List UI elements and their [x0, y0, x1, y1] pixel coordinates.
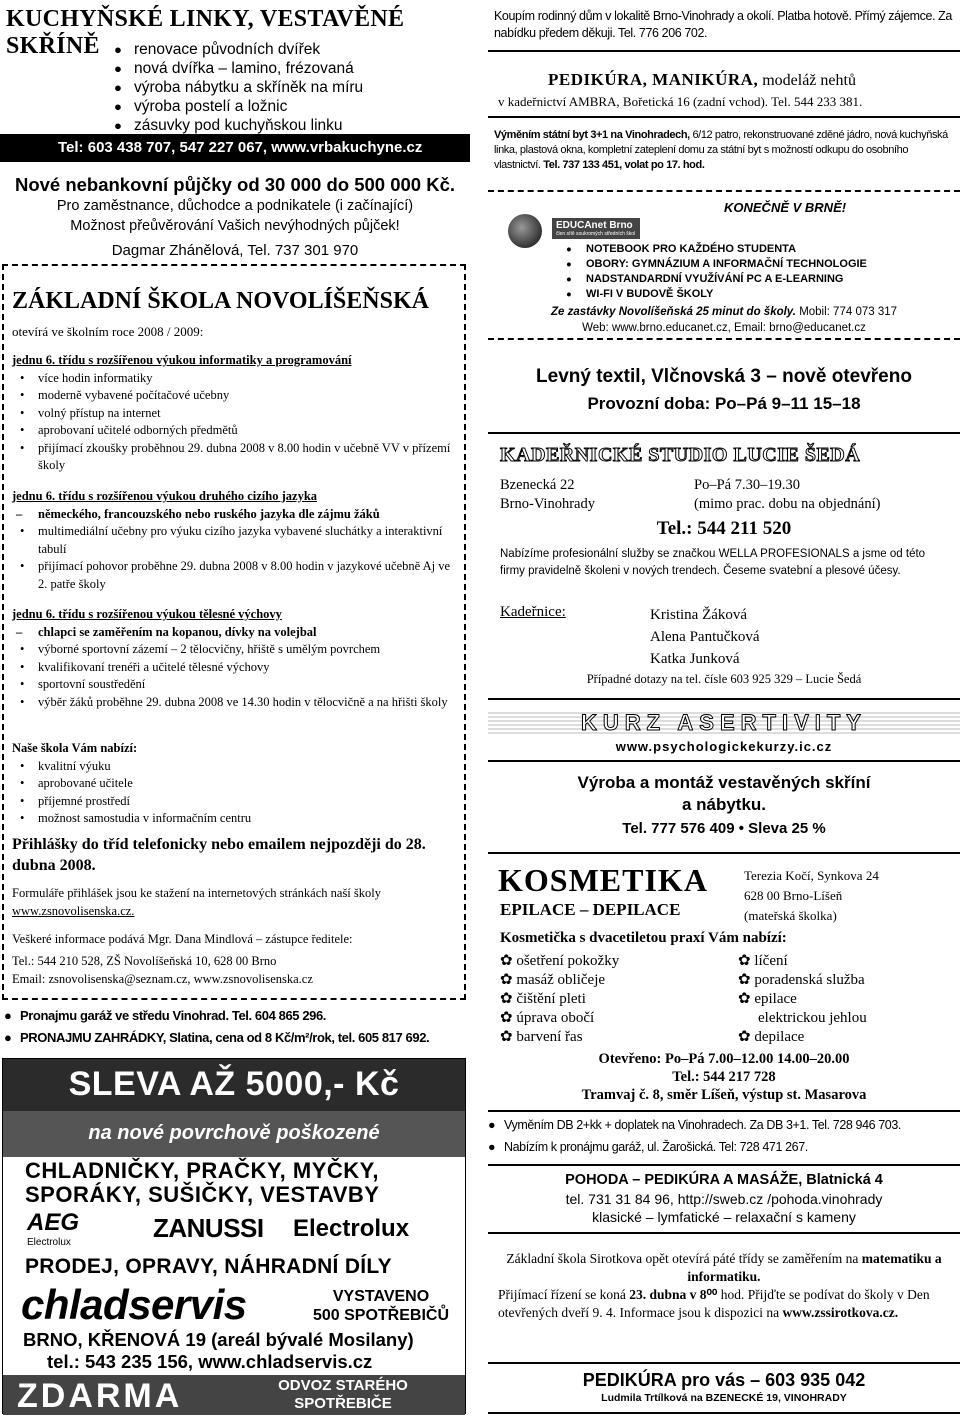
products: CHLADNIČKY, PRAČKY, MYČKY, SPORÁKY, SUŠIČKY, VESTAVBY [25, 1158, 380, 1207]
list-item: • volný přístup na internet [12, 405, 458, 423]
list-item: • aprobované učitele [12, 775, 458, 793]
brand-aeg: AEG Electrolux [27, 1209, 80, 1248]
flower-icon: ✿ [738, 1029, 755, 1045]
textil-hours: Provozní doba: Po–Pá 9–11 15–18 [587, 394, 861, 413]
list-item: elektrickou jehlou [758, 1010, 867, 1026]
ad-kadernicke [488, 444, 960, 686]
sleva-text: SLEVA AŽ 5000,- Kč [68, 1065, 400, 1103]
kosmetika-title: KOSMETIKA [498, 862, 708, 898]
list-item: ● výroba nábytku a skříněk na míru [112, 78, 363, 97]
service-list-right [738, 952, 867, 1047]
flower-icon: ✿ [738, 953, 755, 969]
class-block-1 [12, 352, 458, 475]
list-item: • moderně vybavené počítačové učebny [12, 387, 458, 405]
list-item: • multimediální učebny pro výuku cizího jazyka vybavené sluchátky a interaktivní tabulí [12, 523, 458, 558]
ad-textil [488, 366, 960, 414]
class-block-3 [12, 606, 458, 711]
sirotkova-link[interactable]: www.zssirotkova.cz. [782, 1305, 899, 1320]
educanet-logo: EDUCAnet Brno člen sítě soukromých středních škol [552, 218, 640, 239]
studio-tel: Tel.: 544 211 520 [656, 518, 792, 539]
exhibit: VYSTAVENO 500 SPOTŘEBIČŮ [312, 1288, 450, 1324]
list-item: • přijímací pohovor proběhne 29. dubna 2008 v 8.00 hodin v jazykové učebně Aj ve 2. patře školy [12, 558, 458, 593]
bullet-icon: ● [488, 1118, 496, 1132]
list-item: • výběr žáků proběhne 29. dubna 2008 ve 14.30 hodin v tělocvičně a na hřišti školy [12, 694, 458, 712]
service-list-left [500, 952, 619, 1047]
ad-kurz [488, 710, 960, 754]
kosmetika-footer: Otevřeno: Po–Pá 7.00–12.00 14.00–20.00 Tel.: 544 217 728 Tramvaj č. 8, směr Líšeň, výstup st. Masarova [581, 1051, 867, 1103]
brand-zanussi: ZANUSSI [153, 1213, 264, 1243]
kosmetika-headline: Kosmetička s dvacetiletou praxí Vám nabízí: [500, 930, 787, 946]
flower-icon: ✿ [738, 991, 755, 1007]
list-item: ✿ úprava obočí [500, 1010, 595, 1026]
list-item: ● NOTEBOOK PRO KAŽDÉHO STUDENTA [564, 242, 867, 257]
ad-chladservis [2, 1058, 466, 1414]
ad-pohoda: POHODA – PEDIKÚRA A MASÁŽE, Blatnická 4 tel. 731 31 84 96, http://sweb.cz /pohoda.vinohrady klasické – lymfatické – relaxační s kameny [488, 1164, 960, 1234]
bullet-icon: ● [4, 1030, 12, 1045]
list-item: • více hodin informatiky [12, 370, 458, 388]
ad-contact: Dagmar Zhánělová, Tel. 737 301 970 [111, 242, 359, 259]
zdarma-banner [3, 1375, 465, 1415]
subtitle-banner [3, 1111, 465, 1157]
services-text: PRODEJ, OPRAVY, NÁHRADNÍ DÍLY [25, 1255, 392, 1278]
chladservis-logo: chladservis [21, 1281, 247, 1328]
apply-text: Přihlášky do tříd telefonicky nebo emailem nejpozději do 28. dubna 2008. [12, 836, 426, 874]
staff-name: Katka Junková [650, 651, 740, 667]
divider [488, 116, 960, 118]
list-item: ✿ čištění pleti [500, 991, 586, 1007]
list-item: ● zásuvky pod kuchyňskou linku [112, 116, 363, 135]
divider [488, 698, 960, 700]
divider [488, 432, 960, 434]
list-item: – německého, francouzského nebo ruského jazyka dle zájmu žáků [12, 506, 458, 524]
list-item: ● WI-FI V BUDOVĚ ŠKOLY [564, 287, 867, 302]
brand-electrolux: Electrolux [293, 1215, 410, 1242]
ad-title: Nové nebankovní půjčky od 30 000 do 500 000 Kč. [14, 174, 456, 195]
ad-vyroba: Výroba a montáž vestavěných skříní a nábytku. Tel. 777 576 409 • Sleva 25 % [577, 773, 871, 837]
sleva-banner [3, 1059, 465, 1111]
zdarma-text: ZDARMA [17, 1377, 183, 1415]
class-heading: jednu 6. třídu s rozšířenou výukou tělesné výchovy [12, 607, 282, 621]
list-item: ✿ depilace [738, 1029, 805, 1045]
flower-icon: ✿ [500, 991, 517, 1007]
studio-hours: Po–Pá 7.30–19.30 (mimo prac. dobu na objednání) [694, 477, 881, 512]
list-item: ● renovace původních dvířek [112, 40, 363, 59]
web-info: Web: www.brno.educanet.cz, Email: brno@educanet.cz [582, 322, 866, 334]
list-item: • kvalitní výuku [12, 758, 458, 776]
list-item: ✿ masáž obličeje [500, 972, 606, 988]
ad-pedikura-trtilkova: PEDIKÚRA pro vás – 603 935 042 Ludmila Trtílková na BZENECKÉ 19, VINOHRADY [488, 1362, 960, 1414]
ad-pedikura-ambra: PEDIKÚRA, MANIKÚRA, modeláž nehtů v kadeřnictví AMBRA, Bořetická 16 (zadní vchod). Tel. 544 233 381. [498, 70, 863, 109]
divider [488, 852, 960, 854]
school-link[interactable]: www.zsnovolisenska.cz. [12, 904, 135, 918]
school-title: ZÁKLADNÍ ŠKOLA NOVOLÍŠEŇSKÁ [12, 288, 429, 314]
subtitle-text: na nové povrchově poškozené [88, 1122, 380, 1144]
email-text: Email: zsnovolisenska@seznam.cz, www.zsnovolisenska.cz [12, 972, 313, 986]
ad-sirotkova: Základní škola Sirotkova opět otevírá páté třídy se zaměřením na matematiku a informatiku. Přijímací řízení se koná 23. dubna v 8⁰⁰ hod. Přijďte se podívat do školy v Den otevřených dveří 9. 4. Informace jsou k dispozici na www.zssirotkova.cz. [498, 1251, 942, 1320]
ad-garaz: ● Pronajmu garáž ve středu Vinohrad. Tel. 604 865 296. [4, 1006, 470, 1026]
list-item: • přijímací zkoušky proběhnou 29. dubna 2008 v 8.00 hodin v učebně VV v přízemí školy [12, 440, 458, 475]
school-intro: otevírá ve školním roce 2008 / 2009: [12, 324, 204, 339]
offer-block [12, 740, 458, 828]
list-item: • možnost samostudia v informačním centru [12, 810, 458, 828]
flower-icon: ✿ [500, 953, 517, 969]
staff-list [650, 604, 760, 670]
list-item: • příjemné prostředí [12, 793, 458, 811]
kosmetika-subtitle: EPILACE – DEPILACE [500, 900, 681, 919]
address: BRNO, KŘENOVÁ 19 (areál bývalé Mosilany) [23, 1329, 414, 1350]
kurz-url: www.psychologickekurzy.ic.cz [615, 739, 833, 754]
list-item: • sportovní soustředění [12, 676, 458, 694]
ad-title: KUCHYŇSKÉ LINKY, VESTAVĚNÉ SKŘÍNĚ [6, 6, 405, 59]
list-item: • aprobovaní učitelé odborných předmětů [12, 422, 458, 440]
list-item: • výborné sportovní zázemí – 2 tělocvičny, hřiště s umělým povrchem [12, 641, 458, 659]
divider [488, 50, 960, 52]
list-item: • kvalifikovaní trenéři a učitelé tělesné výchovy [12, 659, 458, 677]
ad-skola [2, 264, 466, 1000]
staff-name: Alena Pantučková [650, 629, 760, 645]
textil-title: Levný textil, Vlčnovská 3 – nově otevřeno [536, 366, 912, 387]
bullet-icon: ● [4, 1008, 12, 1023]
studio-address: Bzenecká 22 Brno-Vinohrady [500, 477, 595, 512]
class-heading: jednu 6. třídu s rozšířenou výukou druhého cizího jazyka [12, 489, 318, 503]
studio-title: KADEŘNICKÉ STUDIO LUCIE ŠEDÁ [500, 444, 861, 466]
ad-vymena-db: ● Vyměním DB 2+kk + doplatek na Vinohradech. Za DB 3+1. Tel. 728 946 703. [488, 1118, 901, 1132]
list-item: ✿ poradenská služba [738, 972, 865, 988]
class-heading: jednu 6. třídu s rozšířenou výukou informatiky a programování [12, 353, 352, 367]
flower-icon: ✿ [500, 972, 517, 988]
list-item: ● výroba postelí a ložnic [112, 97, 363, 116]
info-text: Veškeré informace podává Mgr. Dana Mindlová – zástupce ředitele: [12, 932, 353, 946]
list-item: ● NADSTANDARDNÍ VYUŽÍVÁNÍ PC A E-LEARNING [564, 272, 867, 287]
ad-zahradky: ● PRONAJMU ZAHRÁDKY, Slatina, cena od 8 Kč/m²/rok, tel. 605 817 692. [4, 1028, 470, 1048]
service-list [112, 40, 363, 135]
ad-line: Možnost přeůvěrování Vašich nevýhodných půjček! [70, 218, 400, 234]
list-item: ● OBORY: GYMNÁZIUM A INFORMAČNÍ TECHNOLOGIE [564, 257, 867, 272]
feature-list [564, 242, 867, 302]
list-item: ✿ epilace [738, 991, 797, 1007]
ad-vymena-byt: Výměním státní byt 3+1 na Vinohradech, 6/12 patro, rekonstruované zděné jádro, nová kuchyňská linka, plastová okna, kompletní zateplení domu za státní byt s možností odkupu do osobního vlastnictví. Tel. 737 133 451, volat po 17. hod. [494, 129, 948, 171]
contact-bar: Tel: 603 438 707, 547 227 067, www.vrbakuchyne.cz [0, 134, 470, 162]
ad-kuchyne [0, 6, 470, 156]
kosmetika-address: Terezia Kočí, Synkova 24 628 00 Brno-Líšeň (mateřská školka) [744, 868, 879, 923]
flower-icon: ✿ [500, 1010, 517, 1026]
ad-line: Pro zaměstnance, důchodce a podnikatele (i začínající) [56, 198, 414, 214]
divider [488, 760, 960, 762]
educanet-logo-icon [508, 214, 542, 248]
odvoz-text: ODVOZ STARÉHO SPOTŘEBIČE [278, 1377, 408, 1412]
ad-garaz-zarosicka: ● Nabízím k pronájmu garáž, ul. Žarošická. Tel: 728 471 267. [488, 1140, 808, 1154]
class-block-2 [12, 488, 458, 593]
ad-koupim: Koupím rodinný dům v lokalitě Brno-Vinohrady a okolí. Platba hotově. Přímý zájemce. Za nabídku předem děkuji. Tel. 776 206 702. [494, 9, 952, 40]
staff-label: Kadeřnice: [500, 604, 566, 620]
headline: KONEČNĚ V BRNĚ! [724, 200, 847, 215]
offer-heading: Naše škola Vám nabízí: [12, 741, 138, 755]
ad-educanet [488, 190, 960, 340]
flower-icon: ✿ [738, 972, 755, 988]
flower-icon: ✿ [500, 1029, 517, 1045]
kurz-title: KURZ ASERTIVITY [488, 710, 960, 736]
list-item: – chlapci se zaměřením na kopanou, dívky na volejbal [12, 624, 458, 642]
bullet-icon: ● [488, 1140, 496, 1154]
contact: tel.: 543 235 156, www.chladservis.cz [47, 1351, 373, 1372]
list-item: ✿ barvení řas [500, 1029, 583, 1045]
forms-text: Formuláře přihlášek jsou ke stažení na internetových stránkách naší školy www.zsnovolisenska.cz. [12, 886, 381, 918]
studio-text: Nabízíme profesionální služby se značkou WELLA PROFESIONALS a jsme od této firmy pravidelně školeni v nových trendech. Česeme svatební a plesové účesy. [500, 548, 926, 577]
list-item: ✿ ošetření pokožky [500, 953, 620, 969]
list-item: ✿ líčení [738, 953, 788, 969]
divider [488, 1110, 960, 1112]
staff-name: Kristina Žáková [650, 607, 748, 623]
studio-footer: Případné dotazy na tel. čísle 603 925 329 – Lucie Šedá [586, 672, 862, 686]
list-item: ● nová dvířka – lamino, frézovaná [112, 59, 363, 78]
tel-text: Tel.: 544 210 528, ZŠ Novolíšeňská 10, 628 00 Brno [12, 954, 277, 968]
ad-pujcky [0, 172, 470, 264]
stop-info: Ze zastávky Novolíšeňská 25 minut do školy. Mobil: 774 073 317 [550, 306, 898, 318]
